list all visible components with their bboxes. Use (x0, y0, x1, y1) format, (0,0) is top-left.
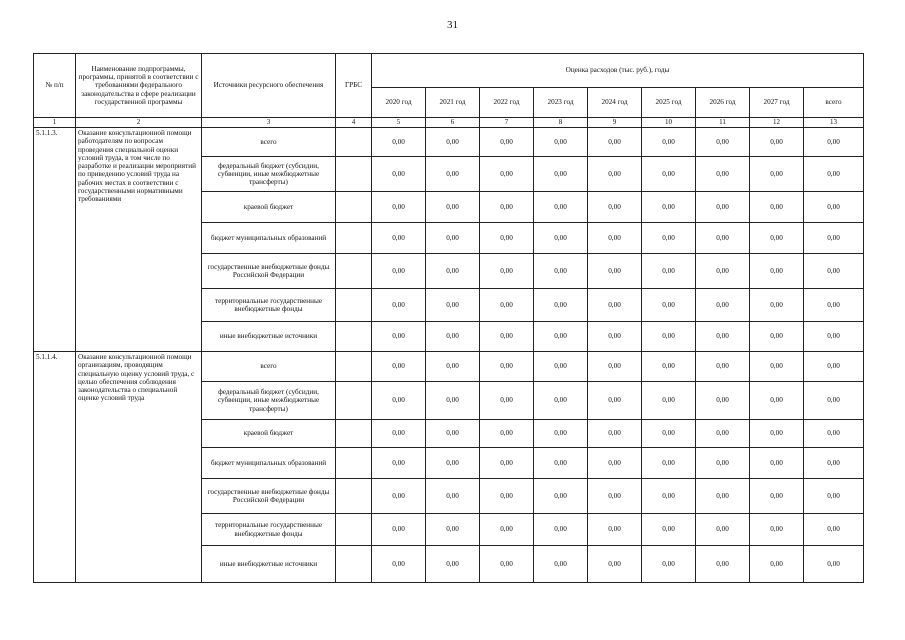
amount-cell: 0,00 (696, 420, 750, 448)
amount-cell: 0,00 (696, 352, 750, 382)
amount-cell: 0,00 (426, 223, 480, 254)
total-cell: 0,00 (804, 382, 864, 420)
grbs-cell (336, 157, 372, 192)
amount-cell: 0,00 (534, 157, 588, 192)
column-number-row (34, 118, 864, 128)
budget-table (33, 53, 864, 583)
page-number: 31 (447, 19, 458, 31)
total-cell: 0,00 (804, 448, 864, 479)
funding-source: федеральный бюджет (субсидии, субвенции, иные межбюджетные трансферты) (202, 382, 336, 420)
amount-cell: 0,00 (426, 289, 480, 322)
funding-source: иные внебюджетные источники (202, 322, 336, 352)
amount-cell: 0,00 (534, 128, 588, 157)
amount-cell: 0,00 (750, 192, 804, 223)
amount-cell: 0,00 (750, 382, 804, 420)
amount-cell: 0,00 (642, 546, 696, 583)
amount-cell: 0,00 (588, 479, 642, 514)
column-number: 2 (76, 118, 202, 128)
amount-cell: 0,00 (372, 352, 426, 382)
amount-cell: 0,00 (372, 382, 426, 420)
table-row (34, 128, 864, 157)
grbs-cell (336, 128, 372, 157)
total-cell: 0,00 (804, 157, 864, 192)
amount-cell: 0,00 (426, 382, 480, 420)
amount-cell: 0,00 (534, 448, 588, 479)
column-number: 5 (372, 118, 426, 128)
amount-cell: 0,00 (426, 479, 480, 514)
total-cell: 0,00 (804, 546, 864, 583)
amount-cell: 0,00 (480, 352, 534, 382)
funding-source: иные внебюджетные источники (202, 546, 336, 583)
amount-cell: 0,00 (372, 223, 426, 254)
amount-cell: 0,00 (534, 322, 588, 352)
amount-cell: 0,00 (696, 448, 750, 479)
amount-cell: 0,00 (696, 128, 750, 157)
amount-cell: 0,00 (750, 289, 804, 322)
funding-source: государственные внебюджетные фонды Российской Федерации (202, 254, 336, 289)
total-cell: 0,00 (804, 514, 864, 546)
amount-cell: 0,00 (642, 352, 696, 382)
amount-cell: 0,00 (642, 192, 696, 223)
amount-cell: 0,00 (750, 322, 804, 352)
row-code: 5.1.1.4. (34, 352, 76, 583)
total-cell: 0,00 (804, 420, 864, 448)
total-cell: 0,00 (804, 322, 864, 352)
amount-cell: 0,00 (534, 223, 588, 254)
amount-cell: 0,00 (750, 223, 804, 254)
grbs-cell (336, 352, 372, 382)
header-year: 2027 год (750, 88, 804, 118)
amount-cell: 0,00 (642, 322, 696, 352)
header-year: 2026 год (696, 88, 750, 118)
amount-cell: 0,00 (696, 254, 750, 289)
amount-cell: 0,00 (480, 448, 534, 479)
header-source: Источники ресурсного обеспечения (202, 54, 336, 118)
amount-cell: 0,00 (750, 420, 804, 448)
amount-cell: 0,00 (588, 322, 642, 352)
amount-cell: 0,00 (480, 192, 534, 223)
amount-cell: 0,00 (480, 128, 534, 157)
column-number: 1 (34, 118, 76, 128)
amount-cell: 0,00 (372, 192, 426, 223)
amount-cell: 0,00 (750, 479, 804, 514)
column-number: 12 (750, 118, 804, 128)
amount-cell: 0,00 (642, 479, 696, 514)
amount-cell: 0,00 (588, 382, 642, 420)
amount-cell: 0,00 (480, 420, 534, 448)
amount-cell: 0,00 (426, 157, 480, 192)
amount-cell: 0,00 (588, 352, 642, 382)
amount-cell: 0,00 (588, 254, 642, 289)
amount-cell: 0,00 (480, 479, 534, 514)
amount-cell: 0,00 (534, 546, 588, 583)
table-body (34, 128, 864, 583)
header-year: 2023 год (534, 88, 588, 118)
amount-cell: 0,00 (588, 289, 642, 322)
funding-source: краевой бюджет (202, 192, 336, 223)
amount-cell: 0,00 (534, 352, 588, 382)
amount-cell: 0,00 (426, 420, 480, 448)
amount-cell: 0,00 (588, 448, 642, 479)
amount-cell: 0,00 (750, 352, 804, 382)
amount-cell: 0,00 (480, 322, 534, 352)
column-number: 7 (480, 118, 534, 128)
amount-cell: 0,00 (642, 223, 696, 254)
total-cell: 0,00 (804, 254, 864, 289)
total-cell: 0,00 (804, 352, 864, 382)
amount-cell: 0,00 (750, 514, 804, 546)
header-estimate: Оценка расходов (тыс. руб.), годы (372, 54, 864, 88)
table-row (34, 352, 864, 382)
amount-cell: 0,00 (642, 514, 696, 546)
row-code: 5.1.1.3. (34, 128, 76, 352)
amount-cell: 0,00 (696, 546, 750, 583)
amount-cell: 0,00 (426, 254, 480, 289)
amount-cell: 0,00 (588, 420, 642, 448)
amount-cell: 0,00 (750, 546, 804, 583)
grbs-cell (336, 546, 372, 583)
amount-cell: 0,00 (588, 514, 642, 546)
funding-source: краевой бюджет (202, 420, 336, 448)
column-number: 4 (336, 118, 372, 128)
funding-source: федеральный бюджет (субсидии, субвенции, иные межбюджетные трансферты) (202, 157, 336, 192)
column-number: 9 (588, 118, 642, 128)
amount-cell: 0,00 (426, 192, 480, 223)
amount-cell: 0,00 (480, 514, 534, 546)
funding-source: всего (202, 128, 336, 157)
amount-cell: 0,00 (696, 289, 750, 322)
column-number: 13 (804, 118, 864, 128)
amount-cell: 0,00 (426, 322, 480, 352)
grbs-cell (336, 448, 372, 479)
amount-cell: 0,00 (426, 546, 480, 583)
grbs-cell (336, 254, 372, 289)
amount-cell: 0,00 (372, 546, 426, 583)
header-year: 2024 год (588, 88, 642, 118)
amount-cell: 0,00 (372, 420, 426, 448)
amount-cell: 0,00 (588, 157, 642, 192)
amount-cell: 0,00 (534, 420, 588, 448)
measure-name: Оказание консультационной помощи работодателям по вопросам проведения специальной оценки условий труда, в том числе по разработке и реализации мероприятий по приведению условий труда на рабочих местах в соответствии с государственными нормативными требованиями (76, 128, 202, 352)
amount-cell: 0,00 (372, 479, 426, 514)
amount-cell: 0,00 (750, 254, 804, 289)
amount-cell: 0,00 (534, 289, 588, 322)
amount-cell: 0,00 (480, 157, 534, 192)
funding-source: территориальные государственные внебюджетные фонды (202, 514, 336, 546)
header-year: 2021 год (426, 88, 480, 118)
amount-cell: 0,00 (696, 479, 750, 514)
amount-cell: 0,00 (426, 352, 480, 382)
amount-cell: 0,00 (588, 546, 642, 583)
amount-cell: 0,00 (750, 157, 804, 192)
amount-cell: 0,00 (642, 157, 696, 192)
amount-cell: 0,00 (426, 448, 480, 479)
amount-cell: 0,00 (588, 192, 642, 223)
amount-cell: 0,00 (588, 223, 642, 254)
amount-cell: 0,00 (534, 514, 588, 546)
header-grbs: ГРБС (336, 54, 372, 118)
header-number: № п/п (34, 54, 76, 118)
amount-cell: 0,00 (696, 157, 750, 192)
amount-cell: 0,00 (372, 448, 426, 479)
grbs-cell (336, 479, 372, 514)
funding-source: бюджет муниципальных образований (202, 223, 336, 254)
amount-cell: 0,00 (696, 192, 750, 223)
amount-cell: 0,00 (372, 322, 426, 352)
amount-cell: 0,00 (750, 128, 804, 157)
column-number: 3 (202, 118, 336, 128)
amount-cell: 0,00 (426, 514, 480, 546)
amount-cell: 0,00 (480, 546, 534, 583)
amount-cell: 0,00 (480, 223, 534, 254)
grbs-cell (336, 420, 372, 448)
funding-source: территориальные государственные внебюджетные фонды (202, 289, 336, 322)
amount-cell: 0,00 (696, 514, 750, 546)
amount-cell: 0,00 (480, 254, 534, 289)
amount-cell: 0,00 (642, 382, 696, 420)
grbs-cell (336, 289, 372, 322)
amount-cell: 0,00 (642, 254, 696, 289)
total-cell: 0,00 (804, 289, 864, 322)
amount-cell: 0,00 (480, 289, 534, 322)
column-number: 10 (642, 118, 696, 128)
total-cell: 0,00 (804, 128, 864, 157)
amount-cell: 0,00 (642, 420, 696, 448)
amount-cell: 0,00 (696, 322, 750, 352)
total-cell: 0,00 (804, 192, 864, 223)
column-number: 11 (696, 118, 750, 128)
amount-cell: 0,00 (642, 128, 696, 157)
amount-cell: 0,00 (372, 514, 426, 546)
amount-cell: 0,00 (696, 223, 750, 254)
amount-cell: 0,00 (534, 479, 588, 514)
funding-source: всего (202, 352, 336, 382)
grbs-cell (336, 322, 372, 352)
measure-name: Оказание консультационной помощи организациям, проводящим специальную оценку условий труда, с целью обеспечения соблюдения законодательства о специальной оценке условий труда (76, 352, 202, 583)
grbs-cell (336, 382, 372, 420)
amount-cell: 0,00 (696, 382, 750, 420)
amount-cell: 0,00 (372, 289, 426, 322)
grbs-cell (336, 192, 372, 223)
header-total: всего (804, 88, 864, 118)
amount-cell: 0,00 (372, 157, 426, 192)
amount-cell: 0,00 (534, 192, 588, 223)
amount-cell: 0,00 (372, 254, 426, 289)
amount-cell: 0,00 (480, 382, 534, 420)
total-cell: 0,00 (804, 479, 864, 514)
funding-source: государственные внебюджетные фонды Российской Федерации (202, 479, 336, 514)
amount-cell: 0,00 (750, 448, 804, 479)
amount-cell: 0,00 (642, 289, 696, 322)
header-year: 2025 год (642, 88, 696, 118)
funding-source: бюджет муниципальных образований (202, 448, 336, 479)
amount-cell: 0,00 (588, 128, 642, 157)
amount-cell: 0,00 (534, 382, 588, 420)
amount-cell: 0,00 (642, 448, 696, 479)
total-cell: 0,00 (804, 223, 864, 254)
header-year: 2022 год (480, 88, 534, 118)
grbs-cell (336, 514, 372, 546)
amount-cell: 0,00 (372, 128, 426, 157)
grbs-cell (336, 223, 372, 254)
column-number: 8 (534, 118, 588, 128)
amount-cell: 0,00 (426, 128, 480, 157)
amount-cell: 0,00 (534, 254, 588, 289)
header-year: 2020 год (372, 88, 426, 118)
column-number: 6 (426, 118, 480, 128)
header-name: Наименование подпрограммы, программы, принятой в соответствии с требованиями федерального законодательства в сфере реализации государственной программы (76, 54, 202, 118)
